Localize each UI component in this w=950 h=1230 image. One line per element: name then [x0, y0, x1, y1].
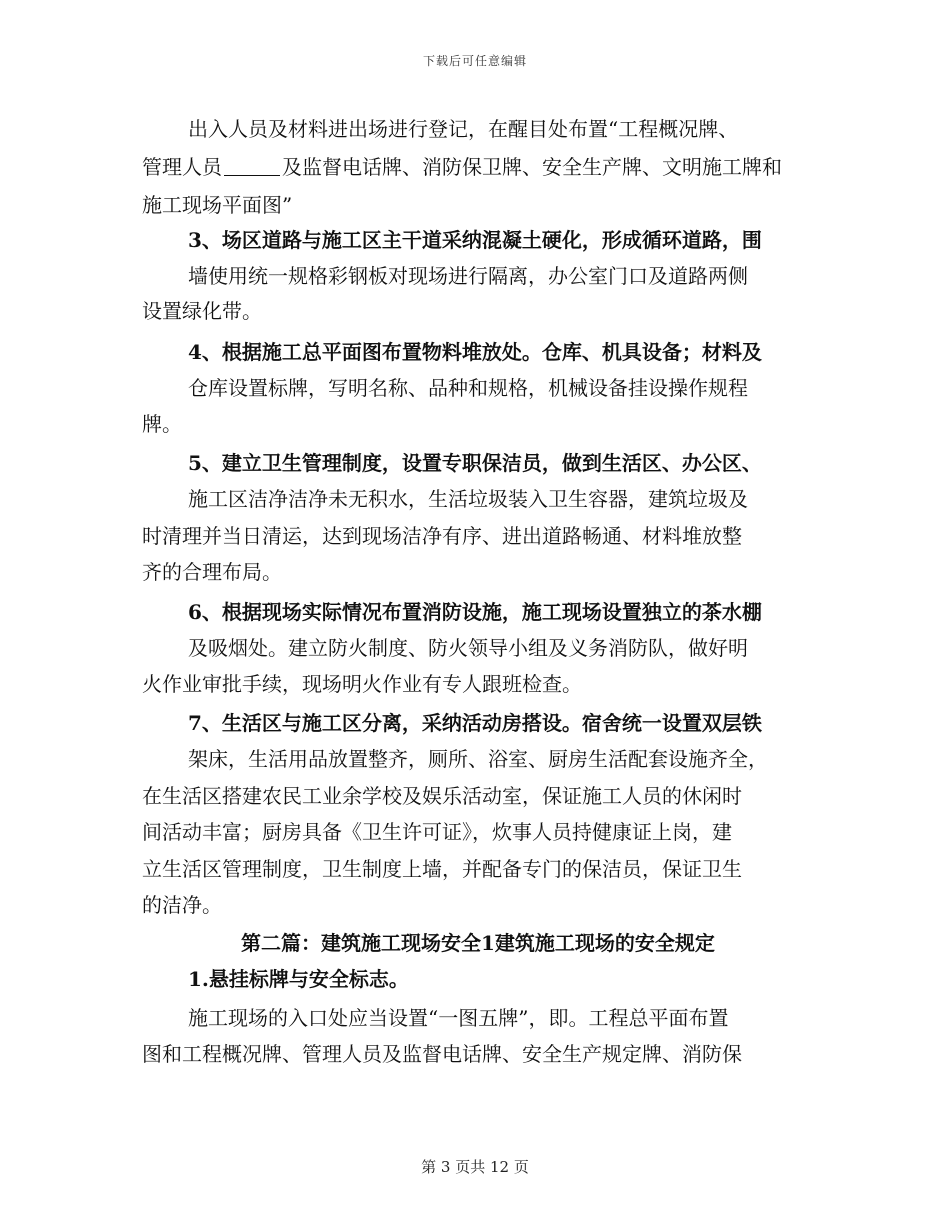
text-line: 间活动丰富；厨房具备《卫生许可证》，炊事人员持健康证上岗，建 — [142, 820, 732, 844]
text-line: 立生活区管理制度，卫生制度上墙，并配备专门的保洁员，保证卫生 — [142, 857, 742, 881]
text-line: 时清理并当日清运，达到现场洁净有序、进出道路畅通、材料堆放整 — [142, 524, 742, 548]
numbered-item-heading: 5、建立卫生管理制度，设置专职保洁员，做到生活区、办公区、 — [188, 451, 762, 475]
numbered-item-heading: 3、场区道路与施工区主干道采纳混凝土硬化，形成循环道路，围 — [188, 228, 762, 252]
text-line — [142, 155, 802, 179]
text-line: 墙使用统一规格彩钢板对现场进行隔离，办公室门口及道路两侧 — [188, 264, 748, 288]
text-line: 齐的合理布局。 — [142, 560, 282, 584]
text-line: 及吸烟处。建立防火制度、防火领导小组及义务消防队，做好明 — [188, 636, 748, 660]
page-number: 第 3 页共 12 页 — [421, 1158, 529, 1176]
text-line: 牌。 — [142, 412, 182, 436]
text-line: 图和工程概况牌、管理人员及监督电话牌、安全生产规定牌、消防保 — [142, 1042, 742, 1066]
numbered-item-heading: 7、生活区与施工区分离，采纳活动房搭设。宿舍统一设置双层铁 — [188, 711, 762, 735]
text-line: 设置绿化带。 — [142, 299, 262, 323]
numbered-item-heading: 4、根据施工总平面图布置物料堆放处。仓库、机具设备；材料及 — [188, 340, 762, 364]
text-fragment: 管理人员 — [142, 155, 222, 179]
blank-underline — [224, 157, 280, 176]
text-line: 在生活区搭建农民工业余学校及娱乐活动室，保证施工人员的休闲时 — [142, 784, 742, 808]
section-title: 第二篇：建筑施工现场安全1建筑施工现场的安全规定 — [241, 931, 715, 955]
text-line: 出入人员及材料进出场进行登记，在醒目处布置“工程概况牌、 — [188, 117, 739, 141]
text-line: 施工现场平面图” — [142, 193, 293, 217]
text-line: 施工现场的入口处应当设置“一图五牌”，即。工程总平面布置 — [188, 1006, 729, 1030]
text-line: 仓库设置标牌，写明名称、品种和规格，机械设备挂设操作规程 — [188, 376, 748, 400]
page-header-note: 下载后可任意编辑 — [422, 54, 527, 68]
item-title: 1.悬挂标牌与安全标志。 — [188, 967, 409, 991]
text-line: 架床，生活用品放置整齐，厕所、浴室、厨房生活配套设施齐全， — [188, 747, 768, 771]
text-line: 火作业审批手续，现场明火作业有专人跟班检查。 — [142, 672, 582, 696]
text-line: 施工区洁净洁净未无积水，生活垃圾装入卫生容器，建筑垃圾及 — [188, 487, 748, 511]
numbered-item-heading: 6、根据现场实际情况布置消防设施，施工现场设置独立的茶水棚 — [188, 600, 762, 624]
text-fragment: 及监督电话牌、消防保卫牌、安全生产牌、文明施工牌和 — [282, 155, 782, 179]
text-line: 的洁净。 — [142, 893, 222, 917]
